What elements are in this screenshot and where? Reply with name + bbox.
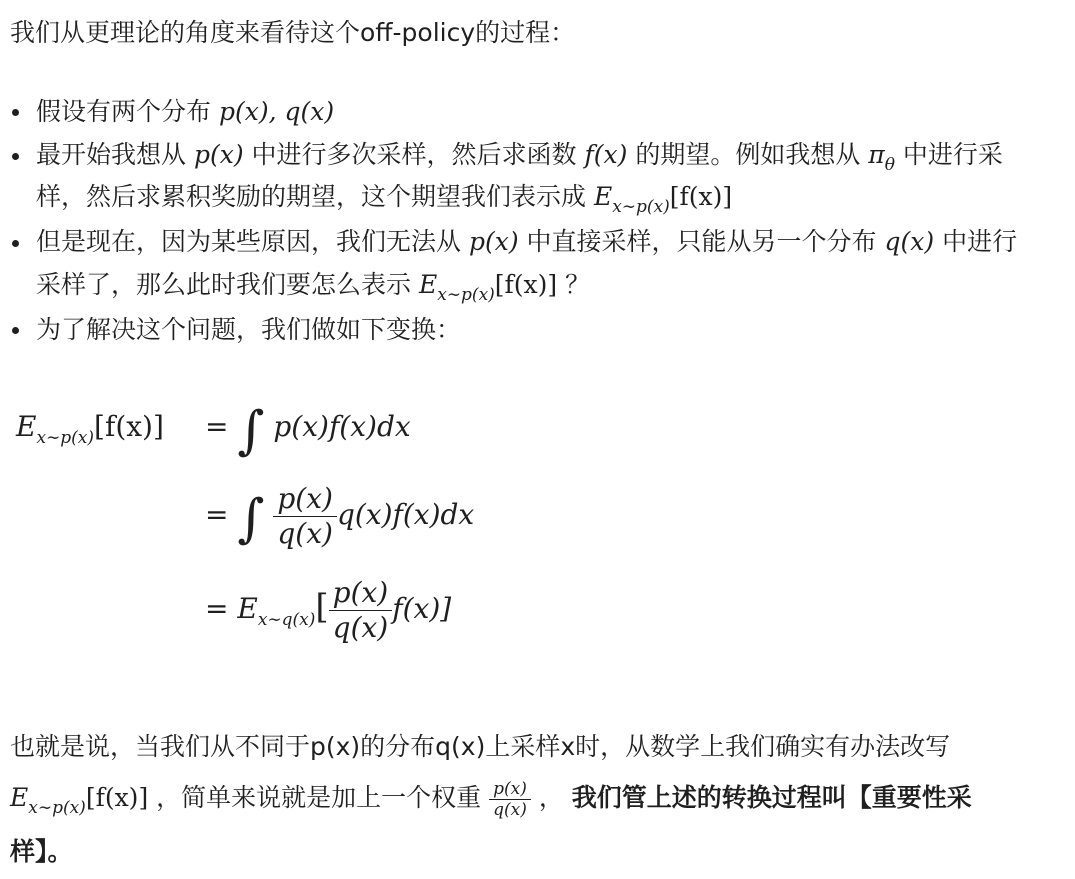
fraction-p-over-q: $\frac{p(x)}{q(x)}$ [329, 576, 393, 645]
bullet-2-line-2 [36, 180, 732, 224]
conclusion-text-a: ，简单来说就是加上一个权重 [156, 783, 482, 812]
bullet-3-text-d: 采样了，那么此时我们要怎么表示 [36, 270, 412, 299]
math-px-qx: p(x), q(x) [218, 97, 335, 126]
bullet-3-text-e: ？ [565, 270, 591, 299]
math-px: p(x) [468, 227, 519, 256]
conclusion-text-b: ， [538, 783, 564, 812]
math-qx: q(x) [884, 227, 935, 256]
intro-text: 我们从更理论的角度来看待这个off-policy的过程： [10, 18, 576, 47]
bullet-2-text-d: 中进行采 [902, 140, 1003, 169]
bullet-4: 为了解决这个问题，我们做如下变换： [36, 315, 462, 344]
bullet-2-text-c: 的期望。例如我想从 [635, 140, 861, 169]
math-expectation-p: $E_{x\sim p(x)}[f(x)]$ [10, 783, 149, 818]
bullet-dot [12, 327, 19, 334]
bullet-dot [12, 153, 19, 160]
fraction-p-over-q: $\frac{p(x)}{q(x)}$ [273, 482, 337, 551]
conclusion-line-2 [10, 776, 972, 830]
math-expectation-p: $E_{x\sim p(x)}[f(x)]$ [418, 270, 558, 305]
importance-sampling-bold-2: 样】。 [10, 837, 73, 866]
math-px: p(x) [193, 140, 244, 169]
equation-line-2: = ∫ $\frac{p(x)}{q(x)}$ q(x)f(x)dx [205, 482, 475, 550]
weight-fraction: $\frac{p(x)}{q(x)}$ [489, 779, 531, 820]
bullet-1 [36, 95, 334, 129]
math-pi-theta: $\pi_\theta$ [868, 140, 895, 175]
bullet-3-line-2 [36, 268, 590, 312]
equation-line-3: = $E_{x\sim q(x)}$[ $\frac{p(x)}{q(x)}$ f(x)] [205, 576, 452, 644]
bullet-3-text-c: 中进行 [942, 227, 1018, 256]
bullet-3-text-b: 中直接采样，只能从另一个分布 [526, 227, 877, 256]
bullet-3-text-a: 但是现在，因为某些原因，我们无法从 [36, 227, 462, 256]
math-expectation-p: $E_{x\sim p(x)}[f(x)]$ [593, 182, 733, 217]
integral-sign: ∫ [237, 489, 265, 549]
bullet-1-text: 假设有两个分布 [36, 97, 212, 126]
integral-sign: ∫ [237, 401, 265, 461]
math-fx: f(x) [584, 140, 628, 169]
bullet-dot [12, 240, 19, 247]
equation-lhs: $E_{x\sim p(x)}[f(x)]$ [16, 410, 164, 448]
bullet-2-text-b: 中进行多次采样，然后求函数 [251, 140, 577, 169]
bullet-2-text-e: 样，然后求累积奖励的期望，这个期望我们表示成 [36, 182, 587, 211]
bullet-2-line-1 [36, 138, 1003, 182]
bullet-3-line-1 [36, 225, 1017, 259]
conclusion-line-1: 也就是说，当我们从不同于p(x)的分布q(x)上采样x时，从数学上我们确实有办法改写 [10, 732, 951, 761]
equation-line-1: = ∫ p(x)f(x)dx [205, 401, 411, 461]
bullet-2-text-a: 最开始我想从 [36, 140, 187, 169]
importance-sampling-bold-1: 我们管上述的转换过程叫【重要性采 [571, 783, 972, 812]
bullet-dot [12, 109, 19, 116]
